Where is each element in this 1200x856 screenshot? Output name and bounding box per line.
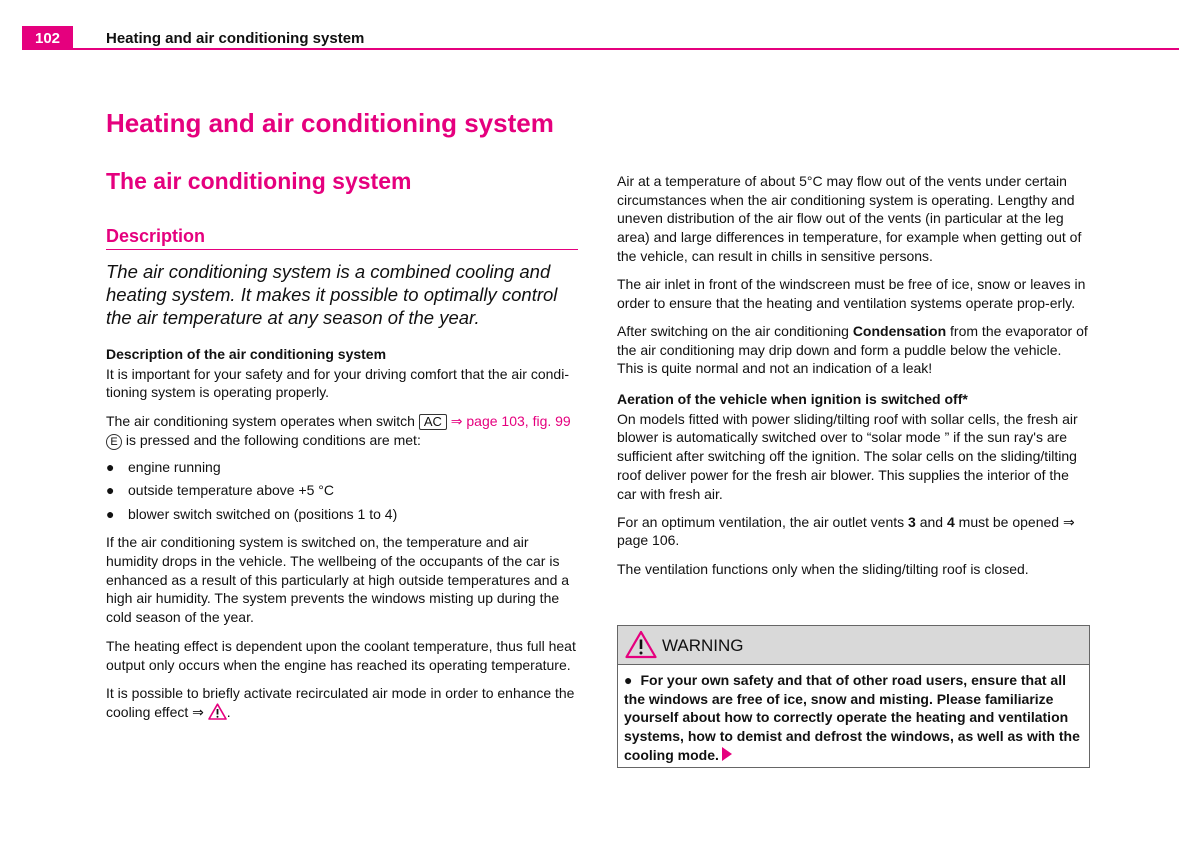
paragraph: Air at a temperature of about 5°C may flow out of the vents under certain circumstances when the air conditioning system is operating. Lengthy and uneven distribution of the air flow out of the vents (in particular at the leg area) and large differences in temperature, for example when getting out of the vehicle, can result in chills in sensitive persons.	[617, 173, 1082, 264]
text: It is possible to briefly activate recirculated air mode in order to enhance the cooling effect ⇒	[106, 685, 575, 720]
warning-label: WARNING	[662, 636, 744, 655]
text: from the evaporator of the air conditioning may drip down and form a puddle below the vehicle. This is quite normal and not an indication of a leak!	[617, 322, 1088, 377]
warning-text: For your own safety and that of other road users, ensure that all the windows are free of ice, snow and misting. Please familiarize yourself about how to correctly operate the heating and ventilation systems, how to demist and defrost the windows, as well as with the cooling mode.	[624, 672, 1080, 763]
warning-header	[618, 626, 1089, 665]
header-rule	[73, 48, 1179, 50]
paragraph-recirculation	[106, 684, 578, 724]
intro-text: The air conditioning system is a combined cooling and heating system. It makes it possible to optimally control the air temperature at any season of the year.	[106, 261, 558, 328]
paragraph-condensation	[617, 322, 1090, 378]
section-title: The air conditioning system	[106, 168, 412, 194]
bullet-icon: ●	[624, 672, 633, 688]
text: .	[226, 703, 231, 720]
bold-term: Condensation	[852, 322, 947, 339]
text: The air conditioning system operates when switch	[106, 413, 419, 430]
conditions-list	[106, 458, 578, 523]
running-title: Heating and air conditioning system	[106, 30, 365, 47]
warning-box	[617, 625, 1090, 768]
right-column	[617, 172, 1090, 578]
text: is pressed and the following conditions are met:	[122, 431, 421, 448]
paragraph: The heating effect is dependent upon the coolant temperature, thus full heat output only occurs when the engine has reached its operating temperature.	[106, 637, 576, 673]
vent-number: 4	[946, 513, 955, 530]
text: must be opened ⇒ page 106.	[617, 513, 1075, 549]
list-item	[106, 458, 578, 477]
warning-body	[618, 665, 1089, 766]
page-number: 102	[22, 26, 73, 50]
bullet-icon: ●	[106, 458, 115, 475]
paragraph: If the air conditioning system is switched on, the temperature and air humidity drops in the vehicle. The wellbeing of the occupants of the car is enhanced as a result of this particularly at high outside temperatures and a high air humidity. The system prevents the windows misting up during the cold season of the year.	[106, 534, 570, 626]
left-column	[106, 168, 578, 725]
subsection-title: Description	[106, 226, 578, 250]
bullet-icon: ●	[106, 505, 115, 522]
continue-arrow-icon	[722, 747, 732, 766]
paragraph: The ventilation functions only when the sliding/tilting roof is closed.	[617, 560, 1029, 577]
text: For an optimum ventilation, the air outlet vents	[617, 513, 909, 530]
paragraph: On models fitted with power sliding/tilting roof with sollar cells, the fresh air blower is automatically switched over to “solar mode ” if the sun ray's are sufficient after switching off the ignition. The solar cells on the sliding/tilting roof deliver power for the fresh air blower. This supplies the interior of the car with fresh air.	[617, 410, 1078, 502]
subheading-aeration: Aeration of the vehicle when ignition is switched off*	[617, 391, 968, 408]
callout-e-symbol: E	[106, 434, 122, 450]
vent-number: 3	[908, 513, 916, 530]
list-item	[106, 481, 578, 500]
bullet-icon: ●	[106, 482, 115, 499]
list-item-text: outside temperature above +5 °C	[128, 482, 335, 499]
warning-triangle-icon	[625, 630, 657, 664]
page-header	[22, 26, 1179, 50]
text: After switching on the air conditioning	[617, 322, 853, 339]
page-title: Heating and air conditioning system	[106, 108, 554, 138]
paragraph: It is important for your safety and for your driving comfort that the air condi-tioning system is operating properly.	[106, 365, 569, 401]
ac-key-symbol: AC	[419, 414, 447, 430]
list-item	[106, 505, 578, 524]
paragraph-vents	[617, 513, 1090, 550]
paragraph: The air inlet in front of the windscreen must be free of ice, snow or leaves in order to ensure that the heating and ventilation systems operate prop-erly.	[617, 276, 1086, 311]
text: and	[915, 513, 947, 530]
warning-triangle-icon[interactable]	[208, 703, 227, 725]
list-item-text: engine running	[128, 458, 221, 475]
list-item-text: blower switch switched on (positions 1 to 4)	[128, 505, 398, 522]
subheading-description: Description of the air conditioning system	[106, 346, 387, 362]
paragraph-switch	[106, 412, 578, 450]
page-reference-link[interactable]: ⇒ page 103, fig. 99	[446, 413, 571, 430]
